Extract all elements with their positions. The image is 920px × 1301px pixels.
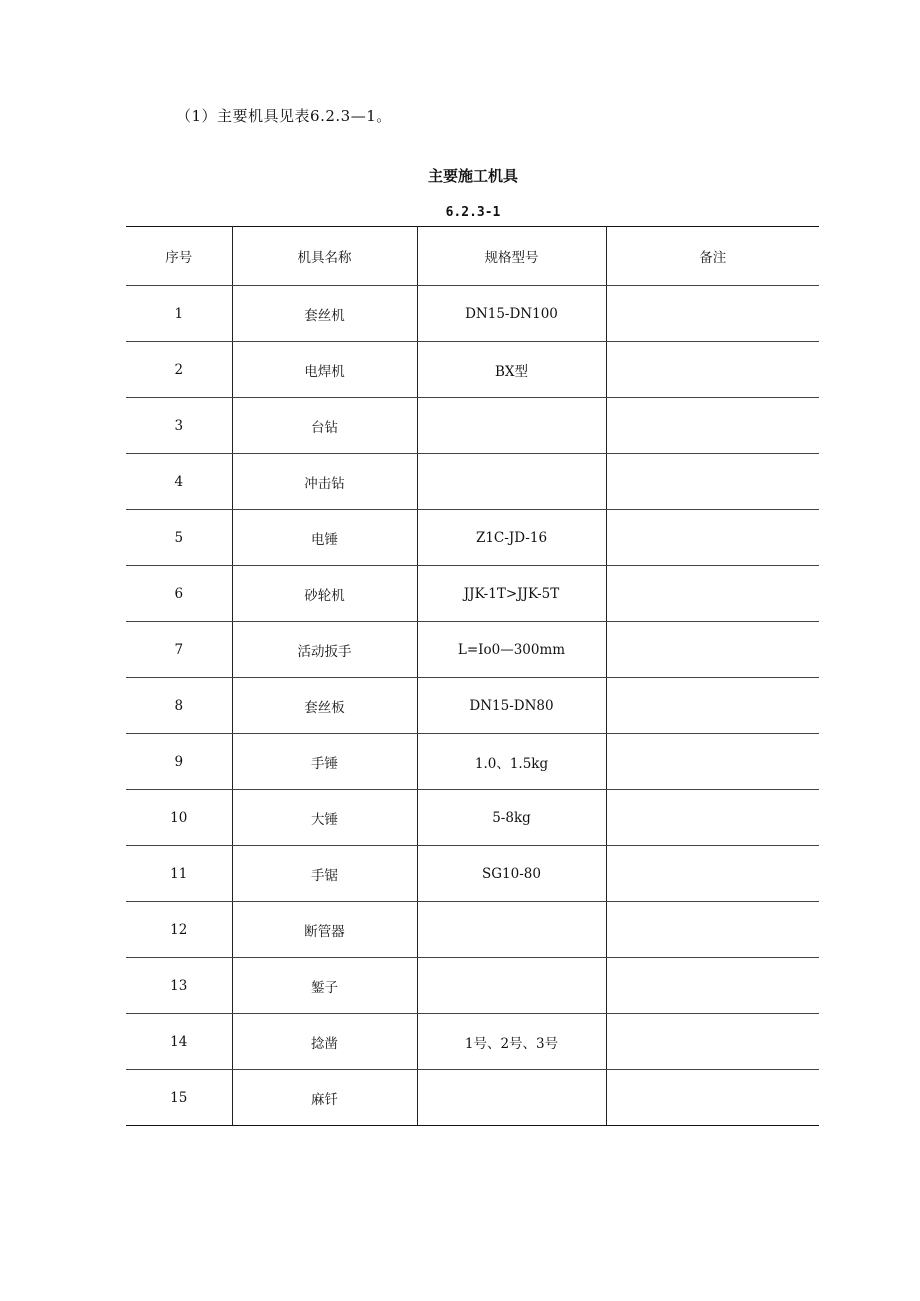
cell-name: 砂轮机 xyxy=(232,566,417,622)
cell-index: 11 xyxy=(126,846,232,902)
cell-name: 电锤 xyxy=(232,510,417,566)
cell-index: 4 xyxy=(126,454,232,510)
cell-name: 捻凿 xyxy=(232,1014,417,1070)
header-name: 机具名称 xyxy=(232,227,417,286)
cell-name: 电焊机 xyxy=(232,342,417,398)
cell-remark xyxy=(606,398,819,454)
cell-spec: Z1C-JD-16 xyxy=(417,510,606,566)
table-row xyxy=(126,566,819,622)
cell-index: 8 xyxy=(126,678,232,734)
cell-remark xyxy=(606,622,819,678)
cell-name: 大锤 xyxy=(232,790,417,846)
cell-remark xyxy=(606,510,819,566)
cell-remark xyxy=(606,1070,819,1126)
cell-spec: DN15-DN100 xyxy=(417,286,606,342)
cell-spec: 1号、2号、3号 xyxy=(417,1014,606,1070)
cell-spec: JJK-1T>JJK-5T xyxy=(417,566,606,622)
table-row xyxy=(126,734,819,790)
header-spec: 规格型号 xyxy=(417,227,606,286)
cell-name: 活动扳手 xyxy=(232,622,417,678)
cell-spec: L=Io0—300mm xyxy=(417,622,606,678)
table-row xyxy=(126,342,819,398)
cell-spec xyxy=(417,902,606,958)
cell-remark xyxy=(606,902,819,958)
cell-remark xyxy=(606,566,819,622)
table-row xyxy=(126,902,819,958)
table-row xyxy=(126,790,819,846)
cell-index: 9 xyxy=(126,734,232,790)
cell-index: 14 xyxy=(126,1014,232,1070)
header-remark: 备注 xyxy=(606,227,819,286)
cell-remark xyxy=(606,1014,819,1070)
cell-name: 手锯 xyxy=(232,846,417,902)
cell-index: 7 xyxy=(126,622,232,678)
cell-name: 断管器 xyxy=(232,902,417,958)
table-number: 6.2.3-1 xyxy=(445,205,501,220)
table-row xyxy=(126,622,819,678)
cell-index: 10 xyxy=(126,790,232,846)
cell-spec: SG10-80 xyxy=(417,846,606,902)
table-row xyxy=(126,1070,819,1126)
table-row xyxy=(126,286,819,342)
table-row xyxy=(126,510,819,566)
cell-index: 2 xyxy=(126,342,232,398)
table-row xyxy=(126,454,819,510)
cell-remark xyxy=(606,958,819,1014)
table-title: 主要施工机具 xyxy=(427,167,518,185)
cell-remark xyxy=(606,734,819,790)
cell-name: 台钻 xyxy=(232,398,417,454)
cell-index: 6 xyxy=(126,566,232,622)
cell-remark xyxy=(606,846,819,902)
cell-remark xyxy=(606,286,819,342)
cell-spec: 5-8kg xyxy=(417,790,606,846)
table-row xyxy=(126,1014,819,1070)
tools-table xyxy=(126,226,819,1126)
cell-spec xyxy=(417,398,606,454)
cell-index: 12 xyxy=(126,902,232,958)
cell-index: 1 xyxy=(126,286,232,342)
cell-spec: DN15-DN80 xyxy=(417,678,606,734)
cell-name: 套丝机 xyxy=(232,286,417,342)
cell-name: 手锤 xyxy=(232,734,417,790)
cell-spec xyxy=(417,454,606,510)
table-row xyxy=(126,958,819,1014)
cell-spec: BX型 xyxy=(417,342,606,398)
cell-spec: 1.0、1.5kg xyxy=(417,734,606,790)
cell-index: 5 xyxy=(126,510,232,566)
cell-remark xyxy=(606,342,819,398)
intro-paragraph: （1）主要机具见表6.2.3—1。 xyxy=(176,107,392,125)
table-row xyxy=(126,846,819,902)
table-row xyxy=(126,678,819,734)
table-header-row xyxy=(126,227,819,286)
table-row xyxy=(126,398,819,454)
cell-remark xyxy=(606,790,819,846)
cell-name: 冲击钻 xyxy=(232,454,417,510)
cell-name: 錾子 xyxy=(232,958,417,1014)
header-index: 序号 xyxy=(126,227,232,286)
cell-spec xyxy=(417,1070,606,1126)
cell-spec xyxy=(417,958,606,1014)
cell-remark xyxy=(606,678,819,734)
cell-index: 15 xyxy=(126,1070,232,1126)
cell-index: 3 xyxy=(126,398,232,454)
cell-remark xyxy=(606,454,819,510)
cell-index: 13 xyxy=(126,958,232,1014)
cell-name: 套丝板 xyxy=(232,678,417,734)
cell-name: 麻钎 xyxy=(232,1070,417,1126)
